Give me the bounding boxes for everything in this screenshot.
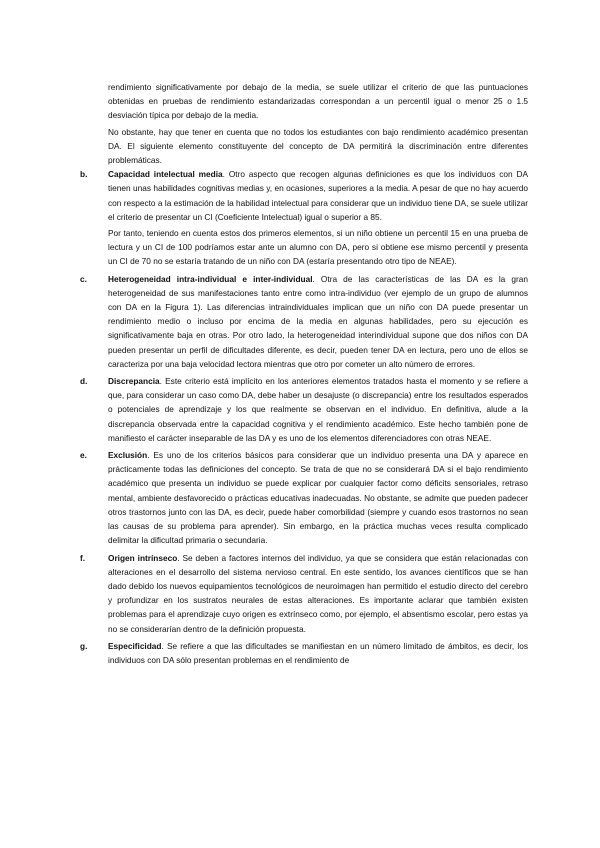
intro-section (108, 80, 528, 167)
intro-paragraph-2: No obstante, hay que tener en cuenta que no todos los estudiantes con bajo rendimiento académico presentan DA. El siguiente elemento constituyente del concepto de DA permitirá la discriminación entre diferentes problemáticas. (108, 126, 528, 166)
list-item-c (80, 272, 528, 371)
list-item-b (80, 167, 528, 268)
item-text: . Se refiere a que las dificultades se manifiestan en un número limitado de ámbitos, es decir, los individuos con DA sólo presentan problemas en el rendimiento de (108, 640, 528, 665)
list-marker: b. (80, 169, 88, 180)
item-text: . Otro aspecto que recogen algunas definiciones es que los individuos con DA tienen unas habilidades cognitivas medias y, en ocasiones, superiores a la media. A pesar de que no hay acuerdo con respecto a la estimación de la habilidad intelectual para considerar que un individuo tiene DA, se suele utilizar el criterio de presentar un CI (Coeficiente Intelectual) igual o superior a 85. (108, 169, 528, 222)
item-extra-paragraph: Por tanto, teniendo en cuenta estos dos primeros elementos, si un niño obtiene un percentil 15 en una prueba de lectura y un CI de 100 podríamos estar ante un alumno con DA, pero si obtiene ese mismo percentil y presenta un CI de 70 no se estaría tratando de un niño con DA (estaría presentando otro tipo de NEAE). (108, 228, 528, 267)
list-marker: e. (80, 450, 87, 461)
item-paragraph (108, 551, 528, 636)
item-paragraph (108, 639, 528, 667)
list-item-e (80, 448, 528, 547)
list-marker: g. (80, 640, 88, 651)
list-marker: c. (80, 273, 87, 284)
list-marker: d. (80, 376, 88, 387)
item-term: Exclusión (108, 450, 148, 461)
item-term: Especificidad (108, 640, 162, 651)
list-item-f (80, 551, 528, 636)
list-item-g (80, 639, 528, 667)
item-term: Capacidad intelectual media (108, 169, 223, 180)
item-term: Discrepancia (108, 376, 160, 387)
item-text: . Este criterio está implícito en los anteriores elementos tratados hasta el momento y se refiere a que, para considerar un caso como DA, debe haber un desajuste (o discrepancia) entre los resultados esperados o potenciales de aprendizaje y los que realmente se observan en el individuo. En definitiva, alude a la discrepancia observada entre la capacidad cognitiva y el rendimiento académico. Este hecho también pone de manifiesto el carácter inseparable de las DA y es uno de los elementos diferenciadores con otras NEAE. (108, 376, 528, 443)
item-text: . Es uno de los criterios básicos para considerar que un individuo presenta una DA y aparece en prácticamente todas las definiciones del concepto. Se trata de que no se considerará DA si el bajo rendimiento académico que presenta un individuo se puede explicar por cualquier factor como déficits sensoriales, retraso mental, ambiente desfavorecido o prácticas educativas inadecuadas. No obstante, se admite que pueden padecer otros trastornos junto con las DA, es decir, puede haber comorbilidad (siempre y cuando esos trastornos no sean las causas de su problema para aprender). Sin embargo, en la práctica muchas veces resulta complicado delimitar la dificultad primaria o secundaria. (108, 450, 528, 546)
criteria-list (80, 167, 528, 667)
list-marker: f. (80, 552, 86, 563)
item-text: . Otra de las características de las DA es la gran heterogeneidad de sus manifestaciones tanto entre como intra-individuo (ver ejemplo de un grupo de alumnos con DA en la Figura 1). Las diferencias intraindividuales implican que un niño con DA puede presentar un rendimiento medio o incluso por encima de la media en algunas habilidades, pero su ejecución es significativamente baja en otras. Por otro lado, la heterogeneidad interindividual supone que dos niños con DA pueden presentar un perfil de dificultades diferente, es decir, pueden tener DA en lectura, pero uno de ellos se caracteriza por una baja velocidad lectora mientras que otro por cometer un alto número de errores. (108, 273, 528, 369)
item-paragraph (108, 448, 528, 547)
list-item-d (80, 374, 528, 445)
document-body (80, 80, 528, 670)
item-paragraph (108, 374, 528, 445)
item-term: Origen intrínseco (108, 552, 178, 563)
item-term: Heterogeneidad intra-individual e inter-individual (108, 273, 313, 284)
item-paragraph (108, 167, 528, 224)
intro-paragraph-1: rendimiento significativamente por debajo de la media, se suele utilizar el criterio de que las puntuaciones obtenidas en pruebas de rendimiento estandarizadas correspondan a un percentil igual o menor 25 o 1.5 desviación típica por debajo de la media. (108, 82, 528, 121)
item-paragraph (108, 272, 528, 371)
item-text: . Se deben a factores internos del individuo, ya que se considera que están relacionadas con alteraciones en el desarrollo del sistema nervioso central. En este sentido, los avances científicos que se han dado debido los nuevos equipamientos tecnológicos de neuroimagen han permitido el estudio directo del cerebro y profundizar en los sustratos neurales de estas alteraciones. Es importante aclarar que también existen problemas para el aprendizaje cuyo origen es extrínseco como, por ejemplo, el absentismo escolar, pero estas ya no se considerarían dentro de la definición propuesta. (108, 552, 528, 634)
